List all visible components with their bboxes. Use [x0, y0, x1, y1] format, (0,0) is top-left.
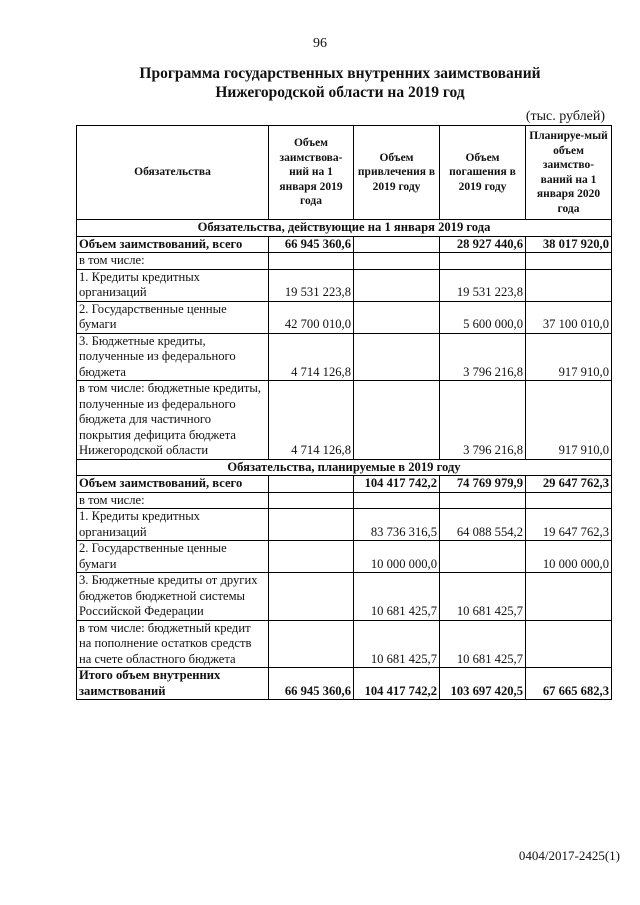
row-label: Объем заимствований, всего [77, 476, 269, 493]
table-row [77, 301, 612, 333]
units-label: (тыс. рублей) [525, 109, 605, 124]
value-cell [354, 269, 440, 301]
value-cell: 10 681 425,7 [354, 620, 440, 668]
row-label: 2. Государственные ценные бумаги [77, 301, 269, 333]
table-row [77, 381, 612, 460]
value-cell [269, 620, 354, 668]
value-cell [526, 573, 612, 621]
value-cell: 103 697 420,5 [440, 668, 526, 700]
table-row [77, 253, 612, 270]
value-cell [269, 573, 354, 621]
table-row [77, 541, 612, 573]
row-label: 1. Кредиты кредитных организаций [77, 269, 269, 301]
section-row [77, 220, 612, 237]
section-row [77, 459, 612, 476]
section-title: Обязательства, планируемые в 2019 году [77, 459, 612, 476]
value-cell: 42 700 010,0 [269, 301, 354, 333]
value-cell [269, 541, 354, 573]
row-label: 3. Бюджетные кредиты от других бюджетов бюджетной системы Российской Федерации [77, 573, 269, 621]
value-cell [354, 381, 440, 460]
value-cell: 104 417 742,2 [354, 476, 440, 493]
value-cell [440, 492, 526, 509]
document-code: 0404/2017-2425(1) [518, 848, 620, 863]
document-title [60, 64, 620, 102]
header-repayment-2019: Объем погашения в 2019 году [440, 126, 526, 220]
value-cell [526, 492, 612, 509]
value-cell: 19 647 762,3 [526, 509, 612, 541]
value-cell: 19 531 223,8 [269, 269, 354, 301]
table-row [77, 476, 612, 493]
value-cell [354, 333, 440, 381]
value-cell: 38 017 920,0 [526, 236, 612, 253]
value-cell: 104 417 742,2 [354, 668, 440, 700]
header-row [77, 126, 612, 220]
row-label: в том числе: бюджетный кредит на пополнение остатков средств на счете областного бюджета [77, 620, 269, 668]
section-title: Обязательства, действующие на 1 января 2019 года [77, 220, 612, 237]
table-row [77, 620, 612, 668]
row-label: 1. Кредиты кредитных организаций [77, 509, 269, 541]
header-planned-jan1-2020: Планируе-мый объем заимство-ваний на 1 января 2020 года [526, 126, 612, 220]
title-line-1: Программа государственных внутренних заимствований [139, 65, 541, 82]
value-cell: 917 910,0 [526, 381, 612, 460]
value-cell [526, 269, 612, 301]
value-cell [269, 492, 354, 509]
row-label: Итого объем внутренних заимствований [77, 668, 269, 700]
value-cell [354, 253, 440, 270]
table-row [77, 509, 612, 541]
value-cell [526, 253, 612, 270]
row-label: Объем заимствований, всего [77, 236, 269, 253]
table-row [77, 668, 612, 700]
page-number: 96 [313, 36, 327, 51]
header-obligations: Обязательства [77, 126, 269, 220]
header-volume-jan1-2019: Объем заимствова-ний на 1 января 2019 года [269, 126, 354, 220]
value-cell: 66 945 360,6 [269, 668, 354, 700]
value-cell [354, 236, 440, 253]
table-row [77, 492, 612, 509]
value-cell [269, 253, 354, 270]
value-cell: 10 000 000,0 [526, 541, 612, 573]
value-cell: 10 681 425,7 [440, 573, 526, 621]
value-cell: 10 681 425,7 [354, 573, 440, 621]
value-cell: 5 600 000,0 [440, 301, 526, 333]
table-row [77, 573, 612, 621]
value-cell: 4 714 126,8 [269, 381, 354, 460]
value-cell: 10 681 425,7 [440, 620, 526, 668]
value-cell: 83 736 316,5 [354, 509, 440, 541]
row-label: в том числе: бюджетные кредиты, полученные из федерального бюджета для частичного покрытия дефицита бюджета Нижегородской области [77, 381, 269, 460]
value-cell: 917 910,0 [526, 333, 612, 381]
table-row [77, 333, 612, 381]
value-cell [354, 492, 440, 509]
value-cell: 29 647 762,3 [526, 476, 612, 493]
value-cell: 3 796 216,8 [440, 333, 526, 381]
borrowing-program-table [76, 125, 612, 700]
value-cell: 19 531 223,8 [440, 269, 526, 301]
value-cell [354, 301, 440, 333]
value-cell: 3 796 216,8 [440, 381, 526, 460]
value-cell: 64 088 554,2 [440, 509, 526, 541]
value-cell: 66 945 360,6 [269, 236, 354, 253]
value-cell [269, 509, 354, 541]
table-row [77, 269, 612, 301]
value-cell: 37 100 010,0 [526, 301, 612, 333]
value-cell [440, 541, 526, 573]
value-cell: 4 714 126,8 [269, 333, 354, 381]
title-line-2: Нижегородской области на 2019 год [215, 84, 465, 101]
row-label: в том числе: [77, 253, 269, 270]
row-label: 3. Бюджетные кредиты, полученные из федерального бюджета [77, 333, 269, 381]
table-row [77, 236, 612, 253]
value-cell [526, 620, 612, 668]
value-cell: 10 000 000,0 [354, 541, 440, 573]
value-cell [269, 476, 354, 493]
value-cell [440, 253, 526, 270]
value-cell: 67 665 682,3 [526, 668, 612, 700]
value-cell: 28 927 440,6 [440, 236, 526, 253]
header-attraction-2019: Объем привлечения в 2019 году [354, 126, 440, 220]
value-cell: 74 769 979,9 [440, 476, 526, 493]
row-label: 2. Государственные ценные бумаги [77, 541, 269, 573]
row-label: в том числе: [77, 492, 269, 509]
